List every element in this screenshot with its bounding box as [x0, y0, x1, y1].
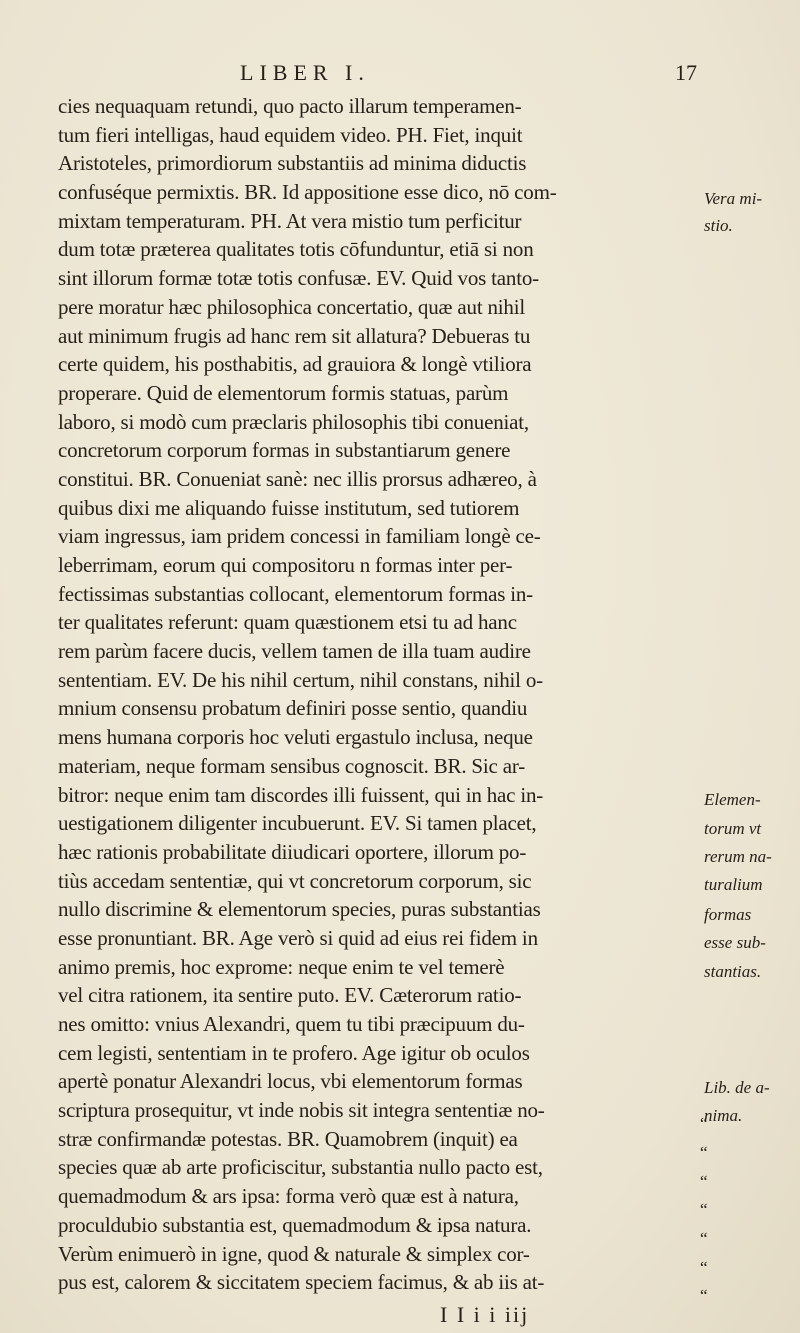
text-line: uestigationem diligenter incubuerunt. EV. Si tamen placet, — [58, 811, 537, 836]
text-line: pere moratur hæc philosophica concertatio, quæ aut nihil — [58, 294, 526, 319]
body-text — [58, 92, 698, 1297]
text-line: quibus dixi me aliquando fuisse institutum, sed tutiorem — [58, 495, 520, 520]
text-line: certe quidem, his posthabitis, ad grauiora & longè vtiliora — [58, 352, 532, 377]
margin-note: formas — [704, 905, 752, 924]
text-line: concretorum corporum formas in substantiarum genere — [58, 438, 511, 463]
margin-note: Elemen- — [704, 790, 761, 809]
quote-mark: “ — [700, 1114, 708, 1133]
text-line: viam ingressus, iam pridem concessi in familiam longè ce- — [58, 524, 541, 549]
text-line: Aristoteles, primordiorum substantiis ad minima diductis — [58, 151, 527, 176]
margin-note: nima. — [704, 1106, 743, 1125]
margin-note: turalium — [704, 875, 763, 894]
text-line: esse pronuntiant. BR. Age verò si quid ad eius rei fidem in — [58, 925, 538, 950]
quote-mark: “ — [700, 1258, 708, 1277]
text-line: mnium consensu probatum definiri posse sentio, quandiu — [58, 696, 528, 721]
margin-note: Vera mi- — [704, 189, 763, 208]
text-line: animo premis, hoc exprome: neque enim te vel temerè — [58, 954, 505, 979]
margin-note: torum vt — [704, 819, 762, 838]
text-line: mens humana corporis hoc veluti ergastulo inclusa, neque — [58, 725, 533, 750]
text-line: bitror: neque enim tam discordes illi fuissent, qui in hac in- — [58, 782, 544, 807]
text-line: stræ confirmandæ potestas. BR. Quamobrem (inquit) ea — [58, 1126, 518, 1151]
text-line: fectissimas substantias collocant, elementorum formas in- — [58, 581, 533, 606]
text-line: nes omitto: vnius Alexandri, quem tu tibi præcipuum du- — [58, 1012, 525, 1036]
text-line: sint illorum formæ totæ totis confusæ. EV. Quid vos tanto- — [58, 266, 539, 291]
text-line: pus est, calorem & siccitatem speciem facimus, & ab iis at- — [58, 1270, 545, 1295]
text-line: tiùs accedam sententiæ, qui vt concretorum corporum, sic — [58, 868, 532, 893]
margin-note: stantias. — [704, 962, 762, 981]
margin-note: stio. — [704, 216, 733, 235]
text-line: cem legisti, sententiam in te profero. Age igitur ob oculos — [58, 1040, 530, 1065]
text-line: leberrimam, eorum qui compositoru n formas inter per- — [58, 553, 513, 577]
page-number: 17 — [675, 60, 697, 85]
text-line: mixtam temperaturam. PH. At vera mistio tum perficitur — [58, 208, 522, 233]
text-line: sententiam. EV. De his nihil certum, nihil constans, nihil o- — [58, 667, 543, 692]
text-line: vel citra rationem, ita sentire puto. EV. Cæterorum ratio- — [58, 983, 522, 1008]
text-line: aut minimum frugis ad hanc rem sit allatura? Debueras tu — [58, 323, 531, 348]
running-head: LIBER I. — [240, 60, 370, 85]
text-line: confuséque permixtis. BR. Id appositione esse dico, nō com- — [58, 180, 557, 205]
quote-mark: “ — [700, 1286, 708, 1305]
text-line: proculdubio substantia est, quemadmodum & ipsa natura. — [58, 1212, 532, 1237]
text-line: laboro, si modò cum præclaris philosophis tibi conueniat, — [58, 409, 529, 434]
margin-note: esse sub- — [704, 933, 766, 952]
quote-mark: “ — [700, 1143, 708, 1162]
text-line: quemadmodum & ars ipsa: forma verò quæ est à natura, — [58, 1184, 519, 1209]
page-header — [0, 58, 800, 94]
text-line: apertè ponatur Alexandri locus, vbi elementorum formas — [58, 1069, 523, 1094]
text-line: scriptura prosequitur, vt inde nobis sit integra sententiæ no- — [58, 1098, 545, 1123]
text-line: cies nequaquam retundi, quo pacto illarum temperamen- — [58, 94, 522, 118]
text-line: hæc rationis probabilitate diiudicari oportere, illorum po- — [58, 839, 527, 864]
margin-note: rerum na- — [704, 847, 772, 866]
text-line: nullo discrimine & elementorum species, puras substantias — [58, 897, 541, 922]
margin-note: Lib. de a- — [704, 1078, 770, 1097]
text-line: properare. Quid de elementorum formis statuas, parùm — [58, 380, 509, 405]
text-line: materiam, neque formam sensibus cognoscit. BR. Sic ar- — [58, 753, 526, 778]
text-line: Verùm enimuerò in igne, quod & naturale & simplex cor- — [58, 1241, 530, 1266]
text-line: tum fieri intelligas, haud equidem video. PH. Fiet, inquit — [58, 122, 523, 147]
quote-mark: “ — [700, 1172, 708, 1191]
text-line: dum totæ præterea qualitates totis cōfunduntur, etiā si non — [58, 237, 534, 262]
text-line: species quæ ab arte proficiscitur, substantia nullo pacto est, — [58, 1155, 543, 1180]
quote-mark: “ — [700, 1229, 708, 1248]
text-line: ter qualitates referunt: quam quæstionem etsi tu ad hanc — [58, 610, 517, 635]
text-line: constitui. BR. Conueniat sanè: nec illis prorsus adhæreo, à — [58, 466, 537, 491]
quote-mark: “ — [700, 1200, 708, 1219]
signature-mark: I I i i iij — [440, 1302, 530, 1327]
text-line: rem parùm facere ducis, vellem tamen de illa tuam audire — [58, 639, 531, 664]
